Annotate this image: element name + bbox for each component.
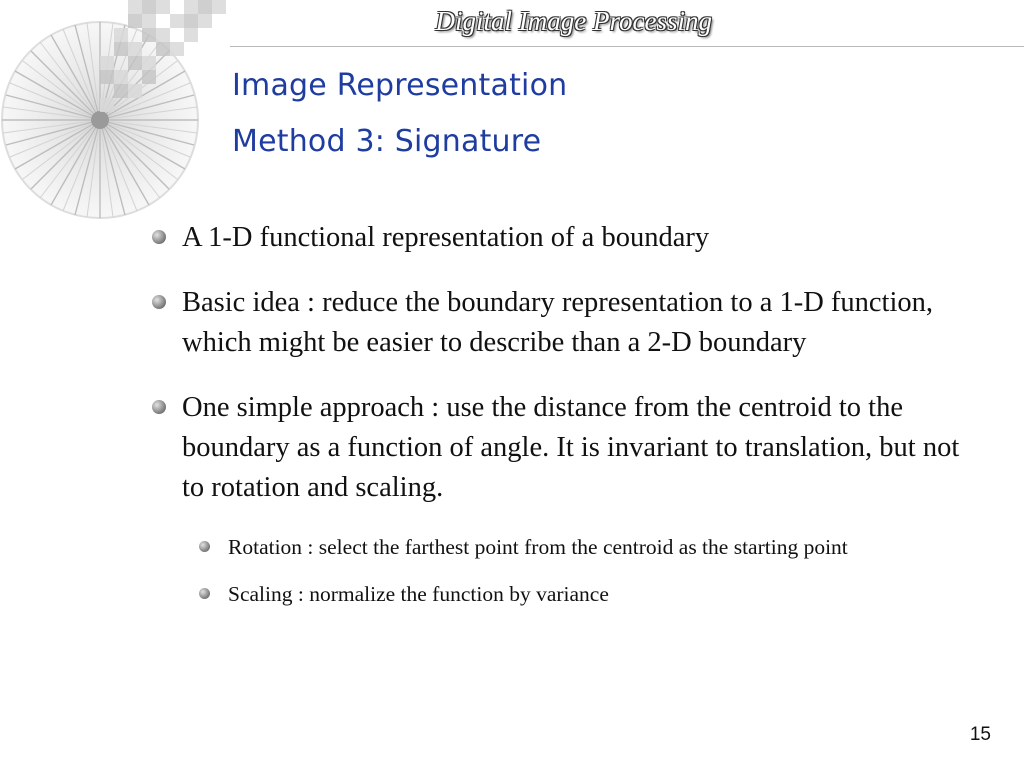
bullet-item [150, 388, 980, 508]
bullet-icon [152, 230, 166, 244]
sub-bullet-icon [199, 541, 210, 552]
sub-bullet-text: Rotation : select the farthest point from the centroid as the starting point [228, 535, 848, 559]
pixel-pattern-graphic [0, 0, 230, 230]
bullet-text: Basic idea : reduce the boundary representation to a 1-D function, which might be easier to describe than a 2-D boundary [182, 287, 934, 358]
header-divider [230, 46, 1024, 47]
page-number: 15 [969, 724, 991, 745]
sub-bullet-text: Scaling : normalize the function by variance [228, 582, 609, 606]
bullet-text: One simple approach : use the distance from the centroid to the boundary as a function of angle. It is invariant to translation, but not to rotation and scaling. [182, 392, 960, 503]
sub-bullet-item [196, 580, 980, 609]
slide-title: Image Representation [232, 68, 568, 103]
slide-subtitle: Method 3: Signature [232, 124, 542, 159]
bullet-text: A 1-D functional representation of a boundary [182, 222, 710, 253]
course-title: Digital Image Processing [435, 6, 712, 36]
bullet-item [150, 218, 980, 258]
sub-bullet-icon [199, 588, 210, 599]
bullet-icon [152, 295, 166, 309]
bullet-item [150, 283, 980, 363]
bullet-icon [152, 400, 166, 414]
slide-content [150, 218, 980, 627]
sub-bullet-item [196, 533, 980, 562]
